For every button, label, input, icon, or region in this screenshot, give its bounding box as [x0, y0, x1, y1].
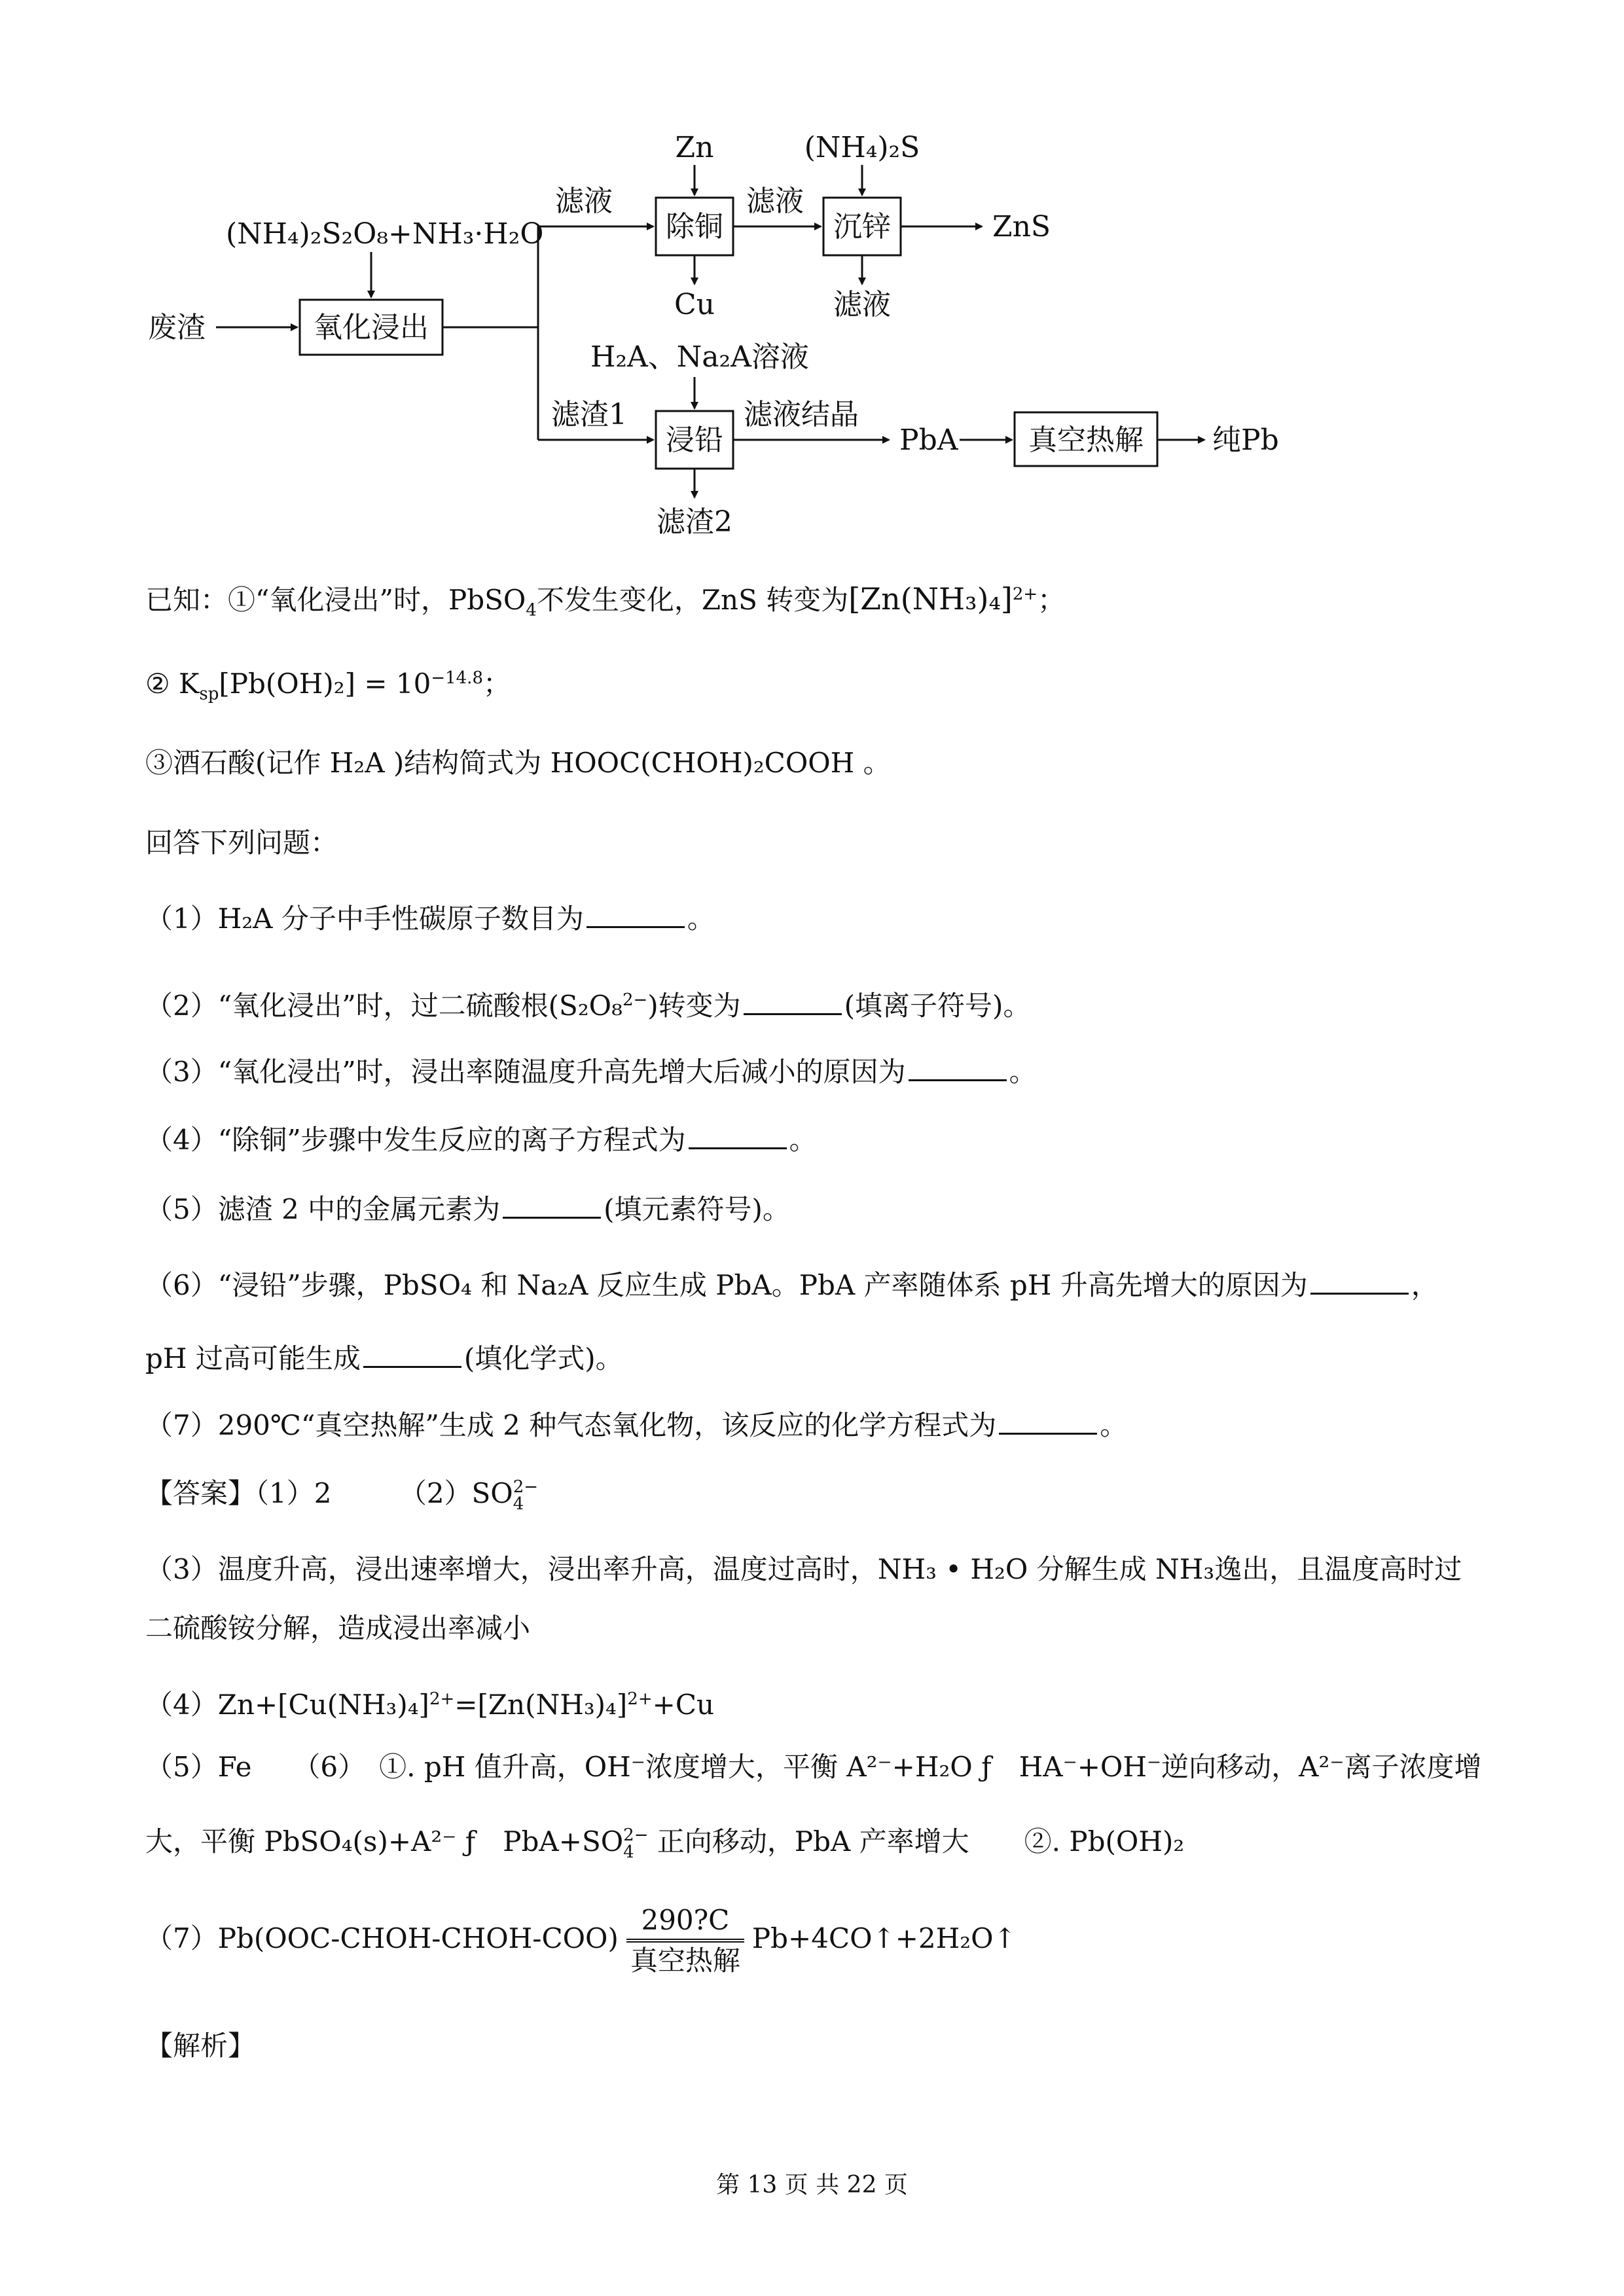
pba-label: PbA	[899, 423, 958, 457]
answer-2: （2）SO	[399, 1477, 513, 1509]
q2-text: （2）“氧化浸出”时，过二硫酸根	[145, 990, 549, 1022]
answer-7	[145, 1899, 1494, 1979]
question-4	[145, 1121, 1494, 1160]
box-zinc-label: 沉锌	[833, 210, 891, 243]
q2-blank[interactable]	[744, 987, 842, 1015]
known-2-text-a: ② K	[145, 668, 200, 700]
answer-7-cond-top: 290?C	[626, 1902, 744, 1943]
q4-blank[interactable]	[689, 1121, 787, 1149]
answer-4-charge-1: 2+	[429, 1689, 455, 1709]
answer-2-sub: 4	[513, 1494, 524, 1514]
answer-6-sub: 4	[623, 1842, 634, 1862]
box-oxidize-label: 氧化浸出	[314, 311, 429, 344]
q5-blank[interactable]	[503, 1191, 601, 1219]
cu-output: Cu	[674, 288, 715, 321]
box-lead-label: 浸铅	[666, 423, 723, 457]
question-3	[145, 1052, 1494, 1092]
q6-text-c: pH 过高可能生成	[145, 1342, 361, 1374]
residue2-output: 滤渣2	[657, 505, 732, 539]
known-2-exp: −14.8	[431, 668, 483, 688]
q4-text: （4）“除铜”步骤中发生反应的离子方程式为	[145, 1124, 686, 1156]
q2-charge: 2−	[622, 990, 648, 1010]
answer-5-6-line1: （5）Fe （6） ①. pH 值升高，OH⁻浓度增大，平衡 A²⁻+H₂O ƒ HA⁻+OH⁻逆向移动，A²⁻离子浓度增	[145, 1751, 1482, 1783]
known-2-end: ；	[483, 668, 511, 700]
q2-end: (填离子符号)。	[844, 990, 1031, 1022]
q3-end: 。	[1009, 1056, 1037, 1088]
known-2-sub: sp	[199, 684, 219, 704]
nh4s-input: (NH₄)₂S	[804, 131, 920, 164]
oxidant-label: (NH₄)₂S₂O₈+NH₃·H₂O	[226, 217, 544, 251]
known-1-pbso4: PbSO	[448, 584, 526, 616]
leach-reagent: H₂A、Na₂A溶液	[590, 340, 809, 374]
start-label: 废渣	[148, 311, 206, 344]
known-2-text-b: [Pb(OH)₂] = 10	[219, 668, 431, 700]
known-1-charge: 2+	[1012, 584, 1038, 604]
q6-blank-2[interactable]	[363, 1340, 461, 1368]
q1-text: （1）H₂A 分子中手性碳原子数目为	[145, 903, 584, 935]
q1-end: 。	[687, 903, 715, 935]
answer-1-2	[145, 1474, 1494, 1513]
analysis-label: 【解析】	[145, 2030, 256, 2062]
answer-4-charge-2: 2+	[627, 1689, 653, 1709]
q3-blank[interactable]	[909, 1053, 1007, 1081]
known-2	[145, 658, 1494, 713]
answer-7-condition	[626, 1902, 744, 1979]
q6-comma: ，	[1411, 1269, 1439, 1301]
filtrate-label: 滤液	[555, 185, 613, 218]
prompt: 回答下列问题：	[145, 827, 338, 859]
q5-text: （5）滤渣 2 中的金属元素为	[145, 1193, 501, 1225]
q3-text: （3）“氧化浸出”时，浸出率随温度升高先增大后减小的原因为	[145, 1056, 906, 1088]
q4-end: 。	[789, 1124, 817, 1156]
answer-7-cond-bottom: 真空热解	[630, 1945, 740, 1977]
page-footer: 第 13 页 共 22 页	[716, 2172, 908, 2198]
crystal-label: 滤液结晶	[744, 398, 859, 431]
answer-7-left: （7）Pb(OOC-CHOH-CHOH-COO)	[145, 1922, 619, 1954]
known-1-end: ；	[1038, 584, 1066, 616]
answer-6-line2	[145, 1822, 1494, 1861]
residue1-label: 滤渣1	[551, 398, 627, 431]
q2-ion: (S₂O₈	[548, 990, 623, 1022]
pure-pb: 纯Pb	[1212, 423, 1279, 457]
answer-4-a: （4）Zn+[Cu(NH₃)₄]	[145, 1689, 429, 1721]
q6-end: (填化学式)。	[463, 1342, 623, 1374]
filtrate2-label: 滤液	[746, 185, 804, 218]
known-1-text-b: 不发生变化，ZnS 转变为	[536, 584, 849, 616]
answer-4-b: =[Zn(NH₃)₄]	[454, 1689, 628, 1721]
zn-input: Zn	[675, 131, 714, 164]
answer-6-line2-a: 大，平衡 PbSO₄(s)+A²⁻ ƒ PbA+SO	[145, 1825, 624, 1857]
q2-ion-end: )	[647, 990, 659, 1022]
answer-6-line2-b: 正向移动，PbA 产率增大 ②. Pb(OH)₂	[657, 1825, 1185, 1857]
answer-7-right: Pb+4CO↑+2H₂O↑	[751, 1922, 1017, 1954]
known-1-text-a: 已知：①“氧化浸出”时，	[145, 584, 448, 616]
process-flowchart	[0, 0, 1624, 589]
box-decopper-label: 除铜	[666, 210, 723, 243]
box-vacuum-label: 真空热解	[1028, 423, 1144, 457]
answer-6-charge: 2−	[623, 1825, 649, 1845]
answer-3-line2: 二硫酸铵分解，造成浸出率减小	[145, 1612, 531, 1644]
q1-blank[interactable]	[586, 900, 685, 928]
question-2	[145, 980, 1494, 1026]
answer-1: 【答案】（1）2	[145, 1477, 332, 1509]
q7-end: 。	[1100, 1409, 1128, 1441]
answer-4	[145, 1679, 1494, 1725]
q2-text-b: 转变为	[658, 990, 741, 1022]
q6-blank-1[interactable]	[1310, 1266, 1409, 1295]
q7-blank[interactable]	[999, 1407, 1097, 1435]
question-6	[145, 1266, 1494, 1305]
known-1: 已知：①“氧化浸出”时，PbSO$_4$不发生变化，ZnS 转变为$[Zn(NH_3)_4]^{2+}$；	[145, 581, 1066, 620]
q7-text: （7）290℃“真空热解”生成 2 种气态氧化物，该反应的化学方程式为	[145, 1409, 997, 1441]
question-7	[145, 1406, 1494, 1445]
question-5	[145, 1190, 1494, 1229]
question-6-cont	[145, 1339, 1494, 1378]
q5-end: (填元素符号)。	[604, 1193, 790, 1225]
known-3: ③酒石酸(记作 H₂A )结构简式为 HOOC(CHOH)₂COOH 。	[145, 747, 891, 779]
answer-4-c: +Cu	[652, 1689, 715, 1721]
zinc-filtrate-output: 滤液	[833, 288, 891, 321]
answer-3-line1: （3）温度升高，浸出速率增大，浸出率升高，温度过高时，NH₃ • H₂O 分解生成 NH₃逸出，且温度高时过	[145, 1553, 1462, 1585]
answer-2-charge: 2−	[513, 1477, 539, 1497]
q6-text: （6）“浸铅”步骤，PbSO₄ 和 Na₂A 反应生成 PbA。PbA 产率随体系 pH 升高先增大的原因为	[145, 1269, 1308, 1301]
known-1-complex: [Zn(NH₃)₄]	[848, 581, 1013, 617]
product-zns: ZnS	[992, 210, 1051, 243]
question-1	[145, 899, 1494, 939]
